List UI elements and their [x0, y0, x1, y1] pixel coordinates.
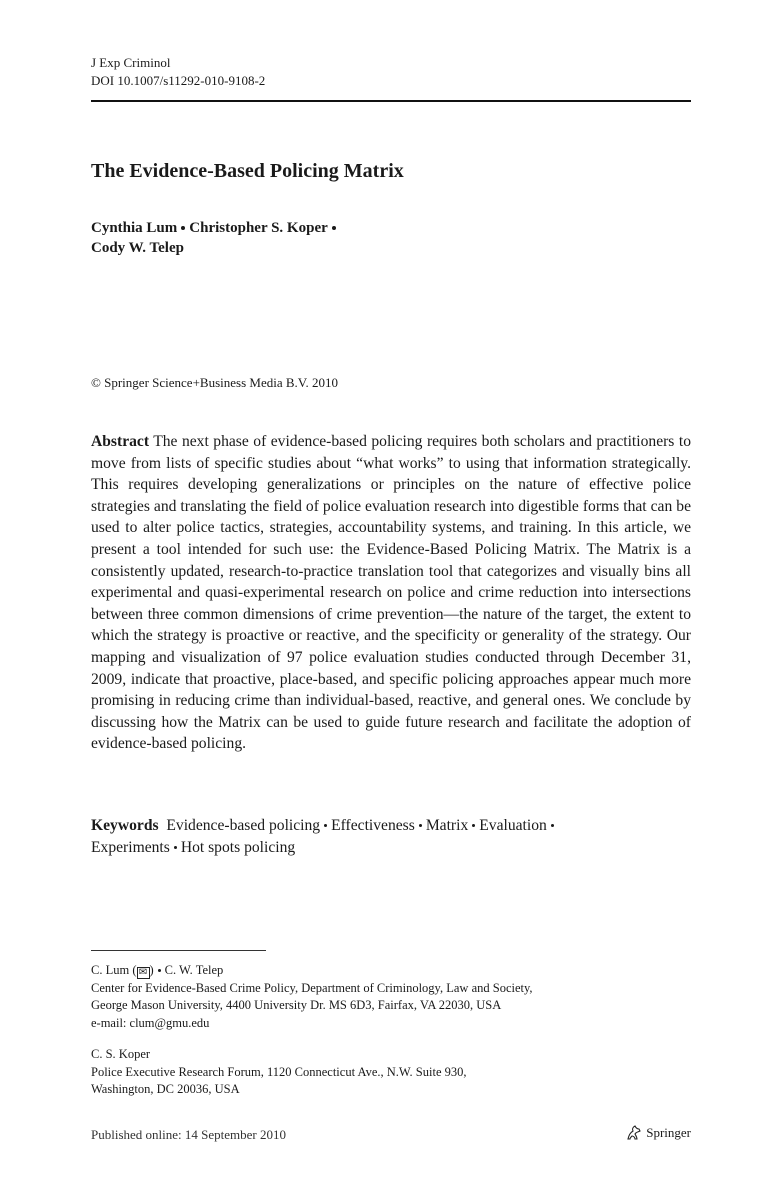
author-name: C. Lum	[91, 963, 130, 977]
keyword: Experiments	[91, 838, 170, 856]
affiliation-block	[91, 962, 533, 1032]
keyword: Evaluation	[479, 817, 547, 834]
separator-dot	[181, 226, 185, 230]
author-name: C. W. Telep	[164, 963, 224, 977]
publisher-logo	[625, 1124, 691, 1142]
affiliation-names: C. Lum ( ✉ ) C. W. Telep	[91, 963, 224, 978]
author-list	[91, 218, 340, 258]
header-rule	[91, 100, 691, 102]
doi[interactable]: DOI 10.1007/s11292-010-9108-2	[91, 73, 266, 88]
separator-dot	[419, 824, 422, 827]
abstract-label: Abstract	[91, 433, 150, 450]
separator-dot	[472, 824, 475, 827]
separator-dot	[332, 226, 336, 230]
abstract	[91, 431, 691, 755]
keyword: Evidence-based policing	[166, 817, 321, 834]
keywords-label: Keywords	[91, 817, 159, 834]
keyword: Matrix	[425, 817, 469, 834]
separator-dot	[174, 846, 177, 849]
author-name: C. S. Koper	[91, 1047, 151, 1061]
keyword: Effectiveness	[331, 817, 415, 834]
springer-horse-icon	[625, 1124, 643, 1142]
abstract-text: The next phase of evidence-based policing requires both scholars and practitioners to move from lists of specific studies about “what works” to using that information strategically. This requires developing generalizations or principles on the nature of effective police strategies and translating the field of police evaluation research into digestible forms that can be used to alter police tactics, strategies, accountability systems, and training. In this article, we present a tool intended for such use: the Evidence-Based Policing Matrix. The Matrix is a consistently updated, research-to-practice translation tool that categorizes and visually bins all experimental and quasi-experimental research on police and crime reduction into intersections between three common dimensions of crime prevention—the nature of the target, the extent to which the strategy is proactive or reactive, and the specificity or generality of the strategy. Our mapping and visualization of 97 police evaluation studies conducted through December 31, 2009, indicate that proactive, place-based, and specific policing approaches appear much more promising in reducing crime than individual-based, reactive, and general ones. We conclude by discussing how the Matrix can be used to guide future research and facilitate the adoption of evidence-based policing.	[91, 433, 691, 753]
article-title: The Evidence-Based Policing Matrix	[91, 160, 404, 182]
author-name[interactable]: Christopher S. Koper	[189, 220, 328, 236]
footnote-rule	[91, 950, 266, 951]
journal-name: J Exp Criminol	[91, 55, 171, 70]
affiliation-line: Center for Evidence-Based Crime Policy, Department of Criminology, Law and Society,	[91, 980, 533, 995]
affiliation-line: Washington, DC 20036, USA	[91, 1082, 240, 1097]
published-date: Published online: 14 September 2010	[91, 1127, 286, 1142]
envelope-icon[interactable]: ✉	[137, 967, 150, 979]
author-name[interactable]: Cody W. Telep	[91, 240, 184, 256]
keywords	[91, 815, 651, 858]
separator-dot	[324, 824, 327, 827]
separator-dot	[551, 824, 554, 827]
email-address[interactable]: e-mail: clum@gmu.edu	[91, 1015, 210, 1030]
affiliation-line: Police Executive Research Forum, 1120 Connecticut Ave., N.W. Suite 930,	[91, 1064, 467, 1079]
publisher-name: Springer	[646, 1125, 691, 1140]
separator-dot	[158, 969, 161, 972]
journal-header	[91, 54, 265, 90]
affiliation-block	[91, 1046, 467, 1099]
keyword: Hot spots policing	[180, 838, 296, 856]
author-name[interactable]: Cynthia Lum	[91, 220, 178, 236]
affiliation-line: George Mason University, 4400 University Dr. MS 6D3, Fairfax, VA 22030, USA	[91, 998, 502, 1013]
copyright-notice: © Springer Science+Business Media B.V. 2010	[91, 375, 338, 390]
